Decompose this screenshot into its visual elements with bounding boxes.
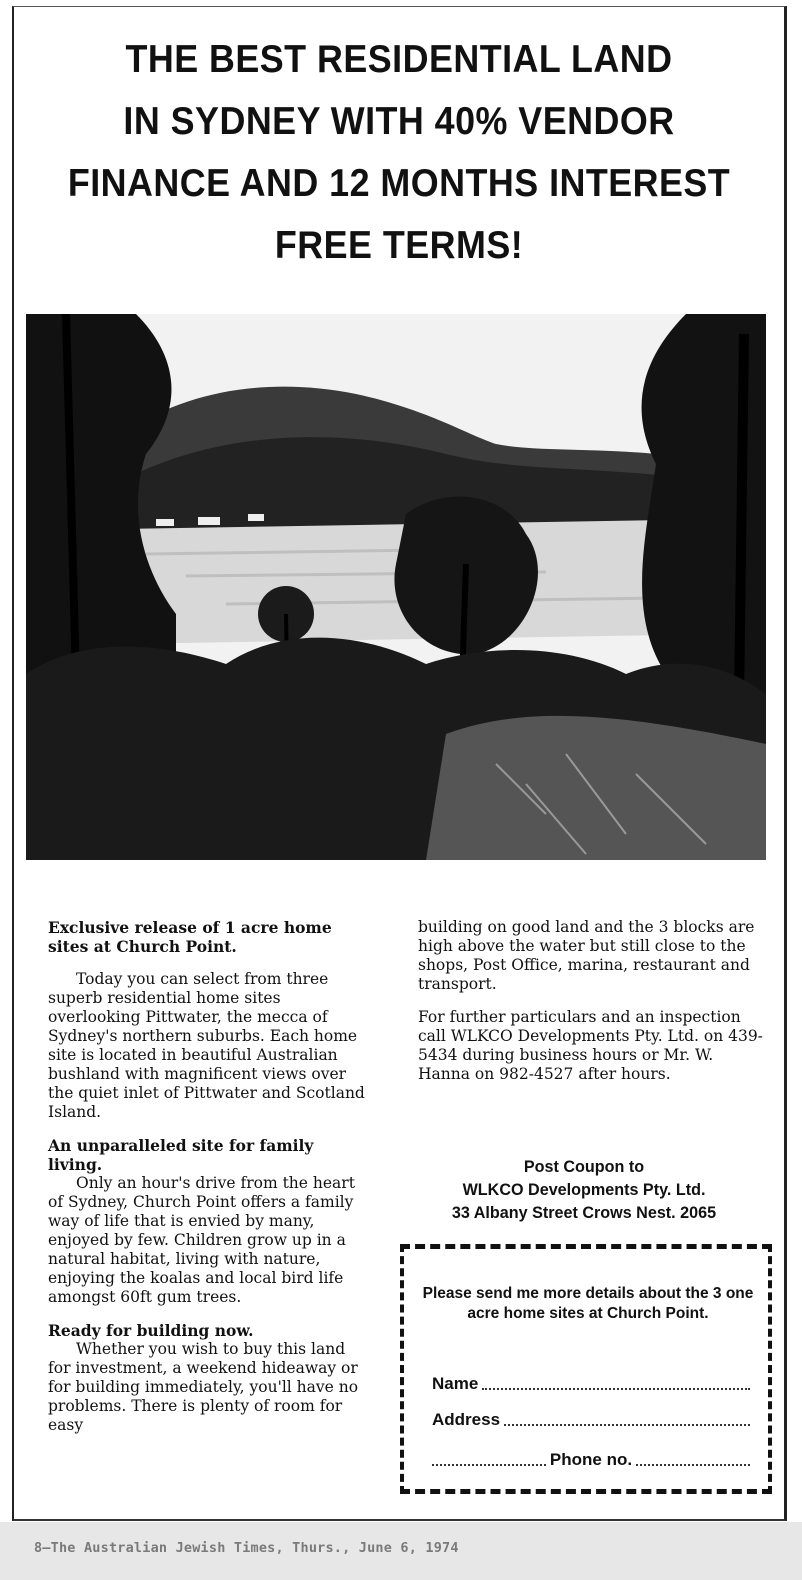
paragraph-family-living: Only an hour's drive from the heart of Sydney, Church Point offers a family way of life that is envied by many, enjoyed by few. Children grow up in a natural habitat, living with nature, enjoying the koalas and local bird life amongst 60ft gum trees.: [48, 1174, 355, 1306]
phone-leading-dotted-line[interactable]: [432, 1454, 546, 1466]
landscape-photo: [26, 314, 766, 860]
paragraph-building-land: building on good land and the 3 blocks are high above the water but still close to the shops, Post Office, marina, restaurant and transport.: [418, 918, 755, 993]
paragraph-ready-for-building: Whether you wish to buy this land for investment, a weekend hideaway or for building immediately, you'll have no problems. There is plenty of room for easy: [48, 1340, 359, 1434]
name-field[interactable]: [432, 1374, 750, 1394]
coupon-address-header: [413, 1155, 755, 1224]
coupon-header-post-to: Post Coupon to: [523, 1157, 645, 1176]
page-footer: [0, 1522, 802, 1580]
headline-line-1: THE BEST RESIDENTIAL LAND: [125, 38, 673, 81]
coupon-border-left: [400, 1244, 404, 1494]
landscape-photo-graphic: [26, 314, 766, 860]
name-label: Name: [432, 1374, 479, 1393]
coupon-request-message: Please send me more details about the 3 one acre home sites at Church Point.: [422, 1285, 754, 1322]
phone-label: Phone no.: [549, 1450, 633, 1469]
headline-line-3: FINANCE AND 12 MONTHS INTEREST: [67, 162, 731, 205]
footer-publication-line: 8—The Australian Jewish Times, Thurs., June 6, 1974: [34, 1540, 459, 1556]
address-dotted-line[interactable]: [504, 1414, 750, 1426]
coupon-header-street: 33 Albany Street Crows Nest. 2065: [451, 1203, 717, 1222]
section-heading-exclusive-release: Exclusive release of 1 acre home sites at Church Point.: [48, 918, 332, 956]
right-column: [418, 918, 763, 1084]
section-heading-ready-for-building: Ready for building now.: [48, 1321, 254, 1340]
coupon-header-company: WLKCO Developments Pty. Ltd.: [462, 1180, 706, 1199]
headline-line-4: FREE TERMS!: [274, 224, 524, 267]
left-column: [48, 918, 366, 1435]
mail-coupon[interactable]: [400, 1244, 772, 1494]
coupon-border-bottom: [400, 1489, 772, 1494]
paragraph-further-particulars: For further particulars and an inspection call WLKCO Developments Pty. Ltd. on 439-5434 during business hours or Mr. W. Hanna on 982-4527 after hours.: [418, 1008, 763, 1083]
coupon-border-right: [768, 1244, 772, 1494]
phone-field[interactable]: [432, 1450, 750, 1470]
coupon-border-top: [400, 1244, 772, 1249]
headline: [63, 29, 735, 277]
address-label: Address: [432, 1410, 501, 1429]
headline-line-2: IN SYDNEY WITH 40% VENDOR: [123, 100, 675, 143]
paragraph-home-sites: Today you can select from three superb residential home sites overlooking Pittwater, the mecca of Sydney's northern suburbs. Each home site is located in beautiful Australian bushland with magnificent views over the quiet inlet of Pittwater and Scotland Island.: [48, 970, 365, 1121]
section-heading-family-living: An unparalleled site for family living.: [48, 1136, 314, 1174]
name-dotted-line[interactable]: [482, 1378, 750, 1390]
phone-dotted-line[interactable]: [636, 1454, 750, 1466]
address-field[interactable]: [432, 1410, 750, 1430]
